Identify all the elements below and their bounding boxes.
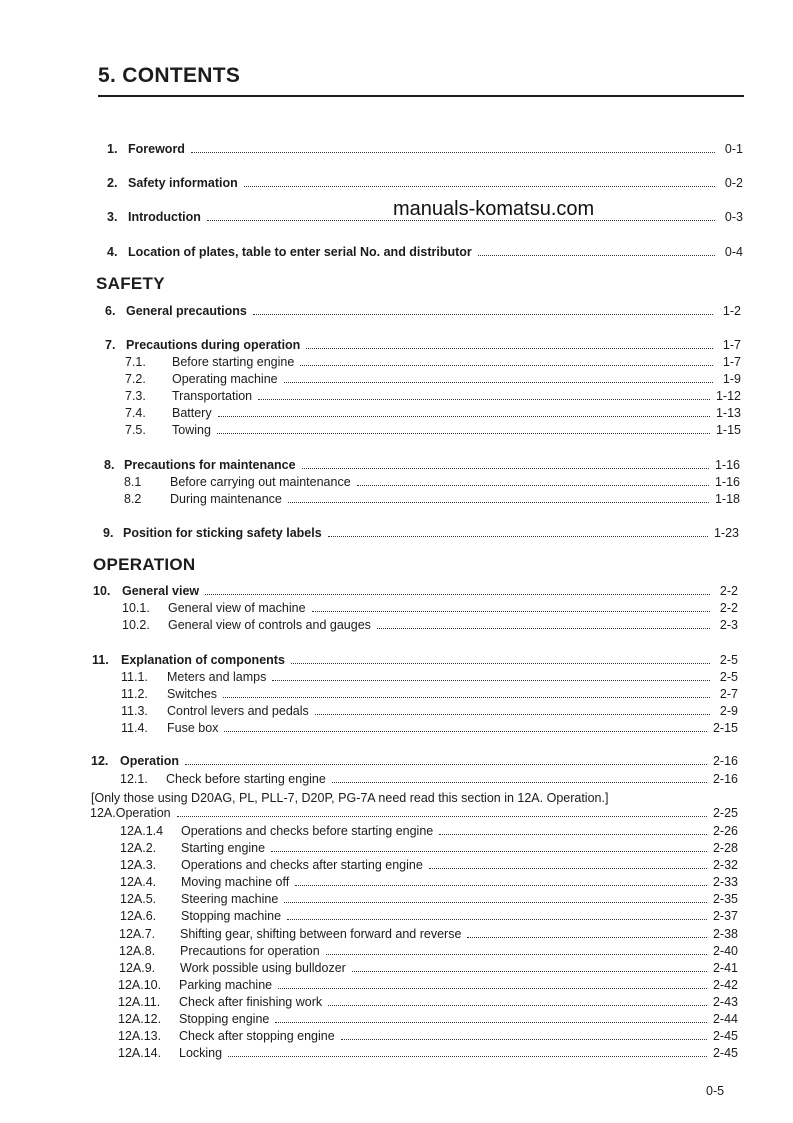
toc-number: 8.1 (124, 475, 142, 489)
leader-dots (326, 954, 707, 955)
leader-dots (300, 365, 713, 366)
leader-dots (224, 731, 707, 732)
toc-entry-11-2[interactable] (121, 687, 738, 703)
toc-entry-12a-12[interactable] (118, 1012, 738, 1028)
toc-entry-11[interactable] (92, 653, 738, 669)
toc-number: 10. (93, 584, 111, 598)
toc-entry-12a-9[interactable] (119, 961, 738, 977)
toc-number: 12A.7. (119, 927, 156, 941)
leader-dots (295, 885, 707, 886)
toc-page: 0-4 (724, 245, 743, 259)
toc-number: 7.1. (125, 355, 146, 369)
leader-dots (205, 594, 710, 595)
toc-entry-location-of-plates[interactable] (107, 245, 743, 261)
toc-entry-12a-5[interactable] (120, 892, 738, 908)
toc-label: Before carrying out maintenance (170, 475, 351, 489)
toc-number: 12A.13. (118, 1029, 162, 1043)
leader-dots (258, 399, 710, 400)
toc-label: General precautions (126, 304, 247, 318)
leader-dots (429, 868, 707, 869)
leader-dots (244, 186, 715, 187)
toc-page: 2-33 (712, 875, 738, 889)
leader-dots (467, 937, 707, 938)
toc-label: Precautions for operation (180, 944, 320, 958)
leader-dots (302, 468, 709, 469)
toc-page: 2-28 (712, 841, 738, 855)
toc-page: 1-16 (714, 458, 740, 472)
toc-label: Check after finishing work (179, 995, 323, 1009)
toc-number: 6. (105, 304, 116, 318)
toc-label: Check after stopping engine (179, 1029, 335, 1043)
leader-dots (185, 764, 707, 765)
toc-entry-8[interactable] (104, 458, 740, 474)
footer-page-number: 0-5 (706, 1084, 725, 1098)
toc-page: 2-38 (712, 927, 738, 941)
toc-entry-12-1[interactable] (120, 772, 738, 788)
toc-number: 7. (105, 338, 116, 352)
toc-page: 2-26 (712, 824, 738, 838)
toc-label: During maintenance (170, 492, 282, 506)
toc-entry-12a-8[interactable] (119, 944, 738, 960)
toc-number: 12A.4. (120, 875, 157, 889)
toc-number: 10.1. (122, 601, 150, 615)
toc-page: 2-3 (719, 618, 738, 632)
toc-label: Shifting gear, shifting between forward and reverse (180, 927, 462, 941)
toc-number: 11.1. (121, 670, 148, 684)
toc-entry-safety-information[interactable] (107, 176, 743, 192)
toc-number: 9. (103, 526, 114, 540)
toc-label: Position for sticking safety labels (123, 526, 322, 540)
toc-number: 12A.6. (120, 909, 157, 923)
section-heading-operation: OPERATION (93, 555, 196, 574)
leader-dots (478, 255, 715, 256)
leader-dots (275, 1022, 707, 1023)
toc-number: 11. (92, 653, 109, 667)
leader-dots (271, 851, 707, 852)
toc-number: 1. (107, 142, 118, 156)
toc-page: 2-5 (719, 670, 738, 684)
toc-entry-7-1[interactable] (125, 355, 741, 371)
toc-page: 1-2 (722, 304, 741, 318)
toc-number: 8.2 (124, 492, 142, 506)
toc-entry-12a-7[interactable] (119, 927, 738, 943)
toc-label: Towing (172, 423, 211, 437)
toc-label: Precautions during operation (126, 338, 301, 352)
leader-dots (352, 971, 707, 972)
toc-label: Safety information (128, 176, 238, 190)
toc-label: Stopping engine (179, 1012, 270, 1026)
toc-number: 12A.3. (120, 858, 157, 872)
toc-label: Operation (115, 806, 171, 820)
toc-page: 2-45 (712, 1046, 738, 1060)
toc-page: 2-15 (712, 721, 738, 735)
toc-page: 2-25 (712, 806, 738, 820)
toc-label: General view of controls and gauges (168, 618, 371, 632)
toc-entry-8-2[interactable] (124, 492, 740, 508)
toc-label: General view (122, 584, 200, 598)
toc-number: 10.2. (122, 618, 150, 632)
toc-label: Before starting engine (172, 355, 295, 369)
toc-number: 7.5. (125, 423, 146, 437)
leader-dots (228, 1056, 707, 1057)
toc-number: 12. (91, 754, 109, 768)
toc-page: 0-2 (724, 176, 743, 190)
toc-number: 7.4. (125, 406, 146, 420)
toc-label: Check before starting engine (166, 772, 326, 786)
toc-entry-foreword[interactable] (107, 142, 743, 158)
toc-label: Meters and lamps (167, 670, 267, 684)
leader-dots (328, 1005, 707, 1006)
toc-page: 1-12 (715, 389, 741, 403)
toc-entry-12a-13[interactable] (118, 1029, 738, 1045)
toc-label: Parking machine (179, 978, 273, 992)
leader-dots (207, 220, 715, 221)
toc-label: General view of machine (168, 601, 306, 615)
toc-page: 2-7 (719, 687, 738, 701)
watermark-text: manuals-komatsu.com (393, 198, 595, 220)
toc-number: 12A.1.4 (120, 824, 164, 838)
toc-number: 12A.10. (118, 978, 162, 992)
toc-entry-7-2[interactable] (125, 372, 741, 388)
toc-number: 7.2. (125, 372, 146, 386)
toc-page: 2-16 (712, 754, 738, 768)
toc-number: 4. (107, 245, 118, 259)
toc-page: 1-16 (714, 475, 740, 489)
leader-dots (312, 611, 710, 612)
toc-label: Starting engine (181, 841, 266, 855)
toc-page: 2-2 (719, 584, 738, 598)
toc-label: Foreword (128, 142, 185, 156)
leader-dots (291, 663, 710, 664)
toc-entry-10-2[interactable] (122, 618, 738, 634)
toc-number: 12A. (90, 806, 116, 820)
toc-entry-10[interactable] (93, 584, 738, 600)
toc-page: 2-41 (712, 961, 738, 975)
leader-dots (315, 714, 710, 715)
toc-number: 7.3. (125, 389, 146, 403)
leader-dots (328, 536, 708, 537)
toc-page: 2-42 (712, 978, 738, 992)
leader-dots (288, 502, 709, 503)
toc-number: 12A.2. (120, 841, 157, 855)
toc-entry-6[interactable] (105, 304, 741, 320)
toc-entry-12a-2[interactable] (120, 841, 738, 857)
toc-label: Operation (120, 754, 180, 768)
toc-entry-11-4[interactable] (121, 721, 738, 737)
toc-number: 12A.5. (120, 892, 157, 906)
section-note: [Only those using D20AG, PL, PLL-7, D20P, PG-7A need read this section in 12A. Operation.] (91, 791, 609, 805)
toc-entry-12a-10[interactable] (118, 978, 738, 994)
toc-entry-12a-3[interactable] (120, 858, 738, 874)
toc-entry-12a-11[interactable] (118, 995, 738, 1011)
toc-number: 8. (104, 458, 115, 472)
toc-page: 2-5 (719, 653, 738, 667)
toc-number: 11.3. (121, 704, 148, 718)
toc-entry-12a-1-4[interactable] (120, 824, 738, 840)
leader-dots (341, 1039, 707, 1040)
toc-entry-12a-6[interactable] (120, 909, 738, 925)
toc-entry-10-1[interactable] (122, 601, 738, 617)
leader-dots (357, 485, 709, 486)
toc-number: 11.4. (121, 721, 148, 735)
toc-page: 2-45 (712, 1029, 738, 1043)
toc-number: 12.1. (120, 772, 148, 786)
toc-page: 1-7 (722, 355, 741, 369)
title-underline (98, 95, 744, 97)
leader-dots (217, 433, 710, 434)
toc-label: Locking (179, 1046, 223, 1060)
leader-dots (223, 697, 710, 698)
toc-page: 2-44 (712, 1012, 738, 1026)
toc-page: 2-37 (712, 909, 738, 923)
toc-label: Explanation of components (121, 653, 285, 667)
leader-dots (284, 382, 713, 383)
toc-page: 0-3 (724, 210, 743, 224)
toc-entry-11-1[interactable] (121, 670, 738, 686)
page-title: 5. CONTENTS (98, 64, 241, 87)
toc-entry-introduction[interactable] (107, 210, 743, 226)
toc-page: 2-2 (719, 601, 738, 615)
leader-dots (272, 680, 710, 681)
toc-page: 1-9 (722, 372, 741, 386)
toc-entry-8-1[interactable] (124, 475, 740, 491)
toc-label: Control levers and pedals (167, 704, 309, 718)
toc-page: 1-7 (722, 338, 741, 352)
toc-page: 2-9 (719, 704, 738, 718)
toc-page: 2-32 (712, 858, 738, 872)
leader-dots (218, 416, 710, 417)
toc-page: 0-1 (724, 142, 743, 156)
toc-label: Location of plates, table to enter serial No. and distributor (128, 245, 472, 259)
toc-label: Steering machine (181, 892, 279, 906)
toc-page: 1-23 (713, 526, 739, 540)
leader-dots (253, 314, 713, 315)
toc-label: Transportation (172, 389, 253, 403)
toc-number: 3. (107, 210, 118, 224)
toc-label: Stopping machine (181, 909, 282, 923)
section-heading-safety: SAFETY (96, 274, 165, 293)
toc-page: 2-40 (712, 944, 738, 958)
toc-label: Precautions for maintenance (124, 458, 296, 472)
toc-number: 12A.8. (119, 944, 156, 958)
leader-dots (287, 919, 707, 920)
toc-page: 1-18 (714, 492, 740, 506)
toc-number: 12A.14. (118, 1046, 162, 1060)
toc-number: 12A.9. (119, 961, 156, 975)
toc-entry-12[interactable] (91, 754, 738, 770)
leader-dots (306, 348, 713, 349)
toc-entry-7[interactable] (105, 338, 741, 354)
leader-dots (284, 902, 707, 903)
leader-dots (332, 782, 707, 783)
toc-entry-7-3[interactable] (125, 389, 741, 405)
toc-page: 2-35 (712, 892, 738, 906)
toc-page: 2-43 (712, 995, 738, 1009)
toc-label: Work possible using bulldozer (180, 961, 346, 975)
leader-dots (177, 816, 707, 817)
toc-number: 12A.11. (118, 995, 161, 1009)
toc-page: 1-15 (715, 423, 741, 437)
toc-label: Operations and checks after starting engine (181, 858, 423, 872)
toc-entry-9[interactable] (103, 526, 739, 542)
toc-label: Moving machine off (181, 875, 290, 889)
leader-dots (191, 152, 715, 153)
toc-entry-12a-4[interactable] (120, 875, 738, 891)
toc-label: Switches (167, 687, 218, 701)
toc-entry-11-3[interactable] (121, 704, 738, 720)
toc-page: 1-13 (715, 406, 741, 420)
toc-page: 2-16 (712, 772, 738, 786)
leader-dots (439, 834, 707, 835)
toc-label: Fuse box (167, 721, 219, 735)
toc-label: Introduction (128, 210, 201, 224)
toc-label: Operating machine (172, 372, 278, 386)
toc-number: 2. (107, 176, 118, 190)
toc-label: Battery (172, 406, 212, 420)
leader-dots (377, 628, 710, 629)
toc-entry-12a-14[interactable] (118, 1046, 738, 1062)
toc-entry-7-4[interactable] (125, 406, 741, 422)
toc-entry-12a[interactable] (90, 806, 738, 822)
toc-number: 11.2. (121, 687, 148, 701)
leader-dots (278, 988, 707, 989)
toc-entry-7-5[interactable] (125, 423, 741, 439)
toc-label: Operations and checks before starting engine (181, 824, 434, 838)
toc-number: 12A.12. (118, 1012, 162, 1026)
